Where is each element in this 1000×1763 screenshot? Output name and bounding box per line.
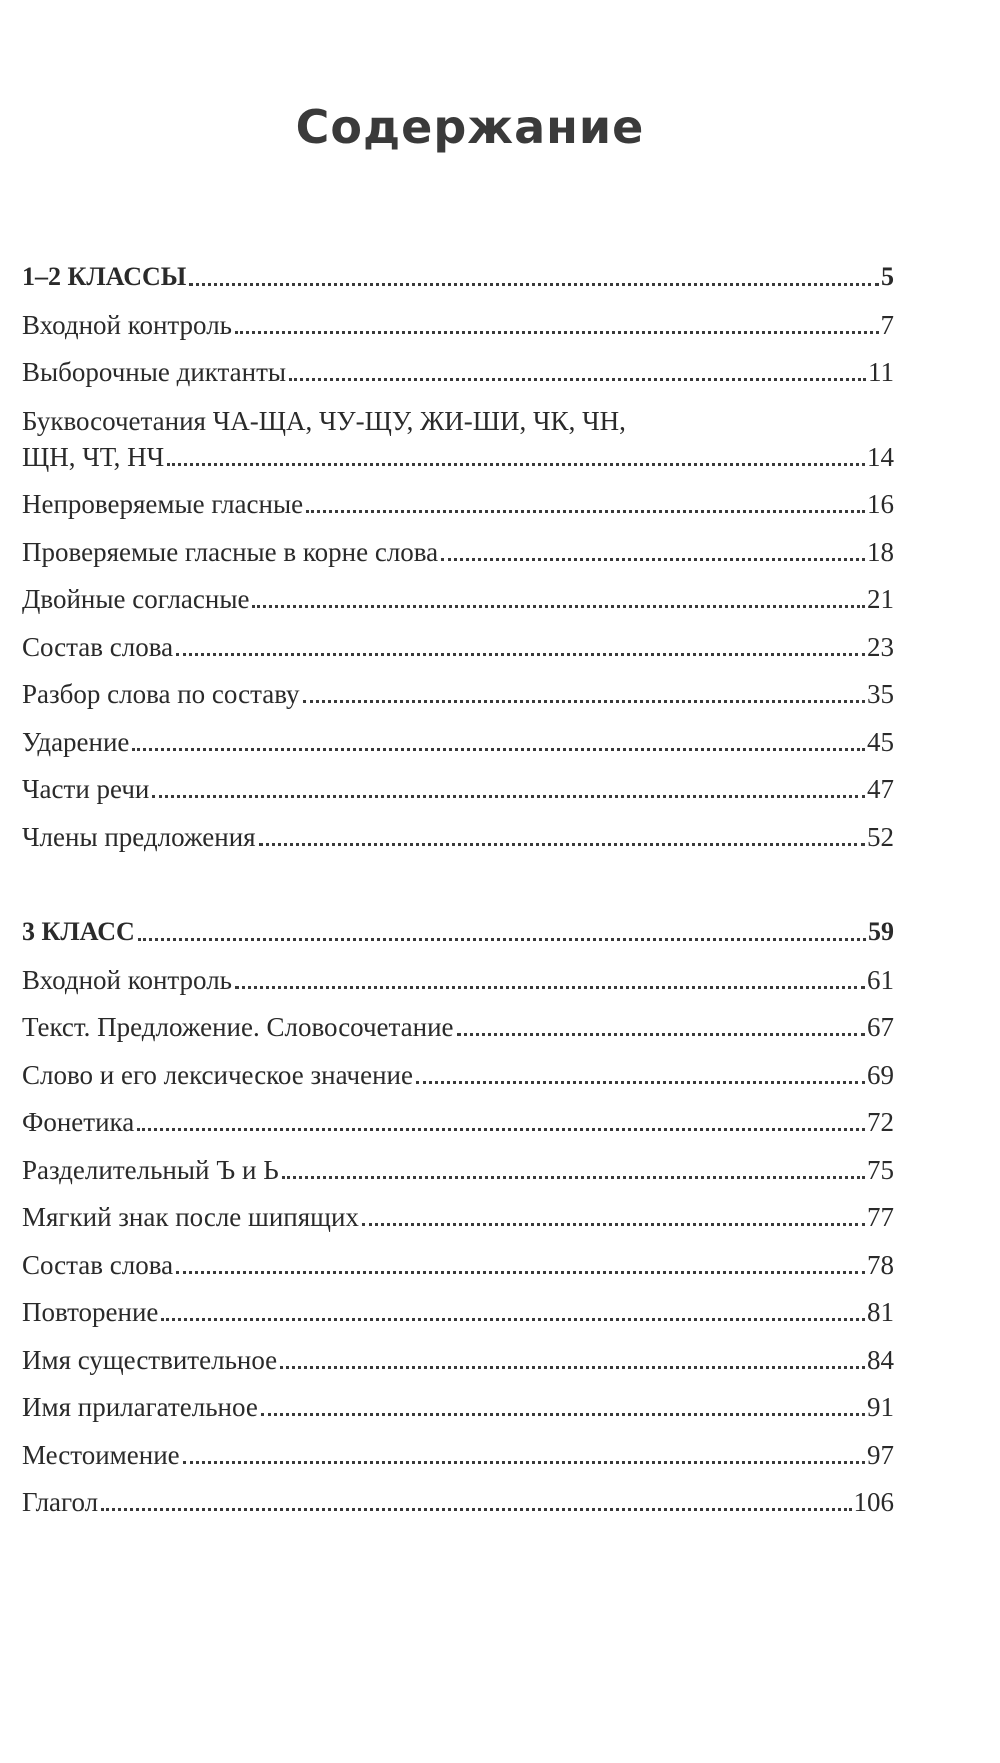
leader-dots: [252, 605, 865, 608]
toc-heading[interactable]: [22, 915, 894, 949]
leader-dots: [101, 1508, 851, 1511]
leader-dots: [261, 1413, 865, 1416]
toc-page-number: 59: [868, 917, 894, 946]
toc-page-number: 5: [881, 262, 894, 291]
toc-entry-label: Проверяемые гласные в корне слова: [22, 536, 439, 567]
toc-page-number: 75: [867, 1154, 894, 1185]
toc-heading-label: 3 КЛАСС: [22, 917, 135, 946]
toc-entry-label: Непроверяемые гласные: [22, 489, 304, 519]
toc-page-number: 35: [867, 679, 894, 709]
toc-entry-label: Части речи: [22, 774, 150, 804]
toc-heading-label: 1–2 КЛАССЫ: [22, 262, 187, 291]
toc-entry[interactable]: [22, 1343, 894, 1377]
toc-heading[interactable]: [22, 260, 894, 294]
leader-dots: [303, 700, 865, 703]
toc-entry[interactable]: [22, 677, 894, 711]
toc-page-number: 77: [867, 1202, 894, 1232]
toc-entry[interactable]: [22, 1058, 894, 1092]
page-title: Содержание: [295, 100, 645, 154]
leader-dots: [161, 1318, 865, 1321]
leader-dots: [441, 558, 865, 561]
toc-page-number: 97: [867, 1439, 894, 1470]
toc-page-number: 67: [867, 1012, 894, 1042]
leader-dots: [416, 1081, 865, 1084]
toc-page-number: 84: [867, 1344, 894, 1375]
toc-entry-label: Слово и его лексическое значение: [22, 1059, 413, 1090]
toc-entry[interactable]: [22, 725, 894, 759]
toc-page-number: 91: [867, 1392, 894, 1422]
toc-section-grades-1-2: [22, 260, 894, 867]
toc-entry-label: Имя существительное: [22, 1344, 278, 1375]
toc-entry-multiline[interactable]: [22, 403, 894, 474]
leader-dots: [280, 1366, 865, 1369]
toc-entry-label: Разбор слова по составу: [22, 679, 300, 709]
toc-entry[interactable]: [22, 963, 894, 997]
toc-page-number: 72: [867, 1107, 894, 1137]
toc-entry[interactable]: [22, 1248, 894, 1282]
leader-dots: [189, 283, 879, 286]
toc-section-grade-3: [22, 915, 894, 1533]
toc-entry-label: Состав слова: [22, 1249, 174, 1280]
toc-page-number: 23: [867, 631, 894, 662]
leader-dots: [176, 653, 865, 656]
toc-page-number: 14: [867, 441, 894, 472]
toc-page-number: 11: [868, 357, 894, 387]
leader-dots: [457, 1033, 865, 1036]
leader-dots: [362, 1223, 865, 1226]
toc-entry-label: Ударение: [22, 726, 130, 757]
toc-entry-label: Входной контроль: [22, 964, 232, 995]
toc-page-number: 78: [867, 1249, 894, 1280]
toc-entry[interactable]: [22, 772, 894, 806]
leader-dots: [152, 795, 865, 798]
toc-entry-label: Разделительный Ъ и Ь: [22, 1154, 279, 1185]
leader-dots: [282, 1176, 865, 1179]
toc-entry[interactable]: [22, 1485, 894, 1519]
toc-entry-label-line1: Буквосочетания ЧА-ЩА, ЧУ-ЩУ, ЖИ-ШИ, ЧК, ЧН,: [22, 405, 626, 436]
toc-entry-label: Входной контроль: [22, 309, 232, 340]
toc-entry-label: Глагол: [22, 1487, 99, 1517]
toc-entry-label: Местоимение: [22, 1439, 180, 1470]
toc-page-number: 69: [867, 1059, 894, 1090]
toc-page-number: 7: [880, 309, 894, 340]
toc-entry-label: Текст. Предложение. Словосочетание: [22, 1012, 454, 1042]
toc-entry[interactable]: [22, 630, 894, 664]
toc-page-number: 61: [867, 964, 894, 995]
toc-entry[interactable]: [22, 582, 894, 616]
toc-entry-label: Выборочные диктанты: [22, 357, 287, 387]
toc-entry[interactable]: [22, 535, 894, 569]
leader-dots: [132, 748, 865, 751]
toc-entry[interactable]: [22, 1390, 894, 1424]
toc-page-number: 47: [867, 774, 894, 804]
toc-page-number: 81: [867, 1297, 894, 1327]
leader-dots: [306, 510, 865, 513]
leader-dots: [235, 331, 879, 334]
leader-dots: [235, 986, 865, 989]
toc-entry-label: Повторение: [22, 1297, 159, 1327]
toc-entry[interactable]: [22, 1010, 894, 1044]
leader-dots: [176, 1271, 865, 1274]
toc-entry-label: Члены предложения: [22, 821, 256, 852]
toc-entry-label: Имя прилагательное: [22, 1392, 258, 1422]
toc-entry[interactable]: [22, 1295, 894, 1329]
leader-dots: [138, 938, 866, 941]
toc-page-number: 52: [867, 821, 894, 852]
toc-entry-label-line2: ЩН, ЧТ, НЧ: [22, 441, 165, 472]
leader-dots: [137, 1128, 865, 1131]
leader-dots: [167, 463, 865, 466]
toc-entry[interactable]: [22, 820, 894, 854]
leader-dots: [289, 378, 866, 381]
toc-entry[interactable]: [22, 1200, 894, 1234]
toc-page-number: 45: [867, 726, 894, 757]
toc-entry[interactable]: [22, 1105, 894, 1139]
toc-entry[interactable]: [22, 1438, 894, 1472]
toc-entry[interactable]: [22, 1153, 894, 1187]
toc-page-number: 16: [867, 489, 894, 519]
toc-entry[interactable]: [22, 355, 894, 389]
toc-entry-label: Двойные согласные: [22, 584, 250, 614]
toc-page-number: 18: [867, 536, 894, 567]
leader-dots: [259, 843, 865, 846]
toc-page-number: 106: [853, 1487, 894, 1517]
toc-entry[interactable]: [22, 308, 894, 342]
toc-entry[interactable]: [22, 487, 894, 521]
toc-page-number: 21: [867, 584, 894, 614]
toc-entry-label: Мягкий знак после шипящих: [22, 1202, 359, 1232]
leader-dots: [183, 1461, 865, 1464]
toc-entry-label: Состав слова: [22, 631, 174, 662]
toc-entry-label: Фонетика: [22, 1107, 135, 1137]
